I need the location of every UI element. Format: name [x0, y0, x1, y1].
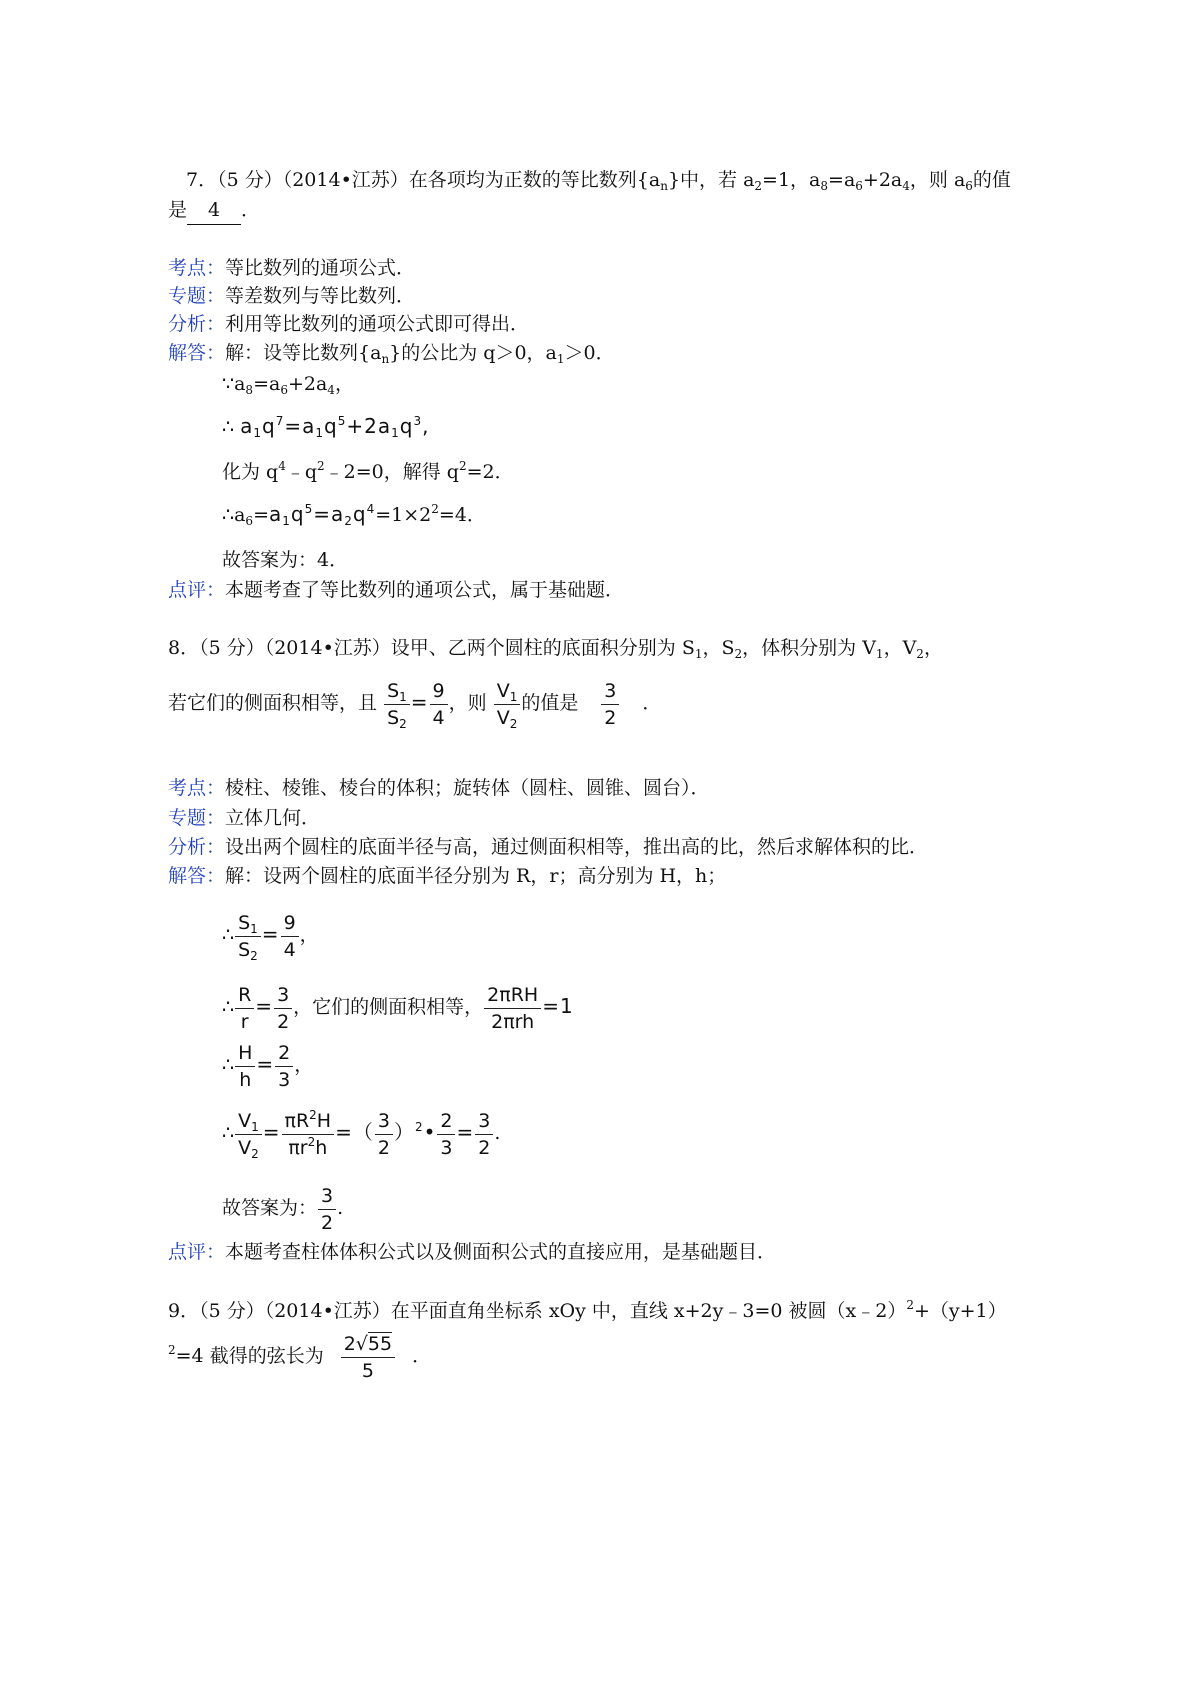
q7-zhuanti: 专题：等差数列与等比数列．	[168, 285, 416, 307]
q7-stem-line2: 是 4 ．	[168, 196, 260, 225]
q7-formula-image-2: $a_1q^5=a_2q^4$	[268, 502, 376, 528]
q7-fenxi: 分析：利用等比数列的通项公式即可得出．	[168, 313, 530, 335]
q8-step1: ∴ $\frac{S_1}{S_2}$ = $\frac{9}{4}$ ，	[222, 911, 319, 963]
q8-answer-blank: $\frac{3}{2}$	[578, 673, 642, 733]
q7-kaodian: 考点：等比数列的通项公式．	[168, 257, 416, 279]
q7-answer-blank: 4	[187, 196, 241, 225]
q8-kaodian: 考点：棱柱、棱锥、棱台的体积；旋转体（圆柱、圆锥、圆台）．	[168, 777, 710, 799]
q7-dianping: 点评：本题考查了等比数列的通项公式，属于基础题．	[168, 579, 625, 601]
q8-jieda: 解答：解：设两个圆柱的底面半径分别为 R，r；高分别为 H，h；	[168, 865, 727, 887]
q9-answer-blank: $\frac{2√55}{5}$	[324, 1326, 412, 1386]
q8-step3: ∴ $\frac{H}{h}$ = $\frac{2}{3}$ ，	[222, 1041, 314, 1091]
q7-step3: 化为 $q^4﹣q^2﹣2=0$，解得 $q^2=2$．	[222, 459, 514, 483]
fraction-v1-v2: $\frac{V_1}{V_2}$	[494, 678, 521, 731]
q7-jieda: 解答：解：设等比数列$\{a_n\}$的公比为 q＞0，$a_1>0$．	[168, 342, 615, 366]
q8-zhuanti: 专题：立体几何．	[168, 807, 321, 829]
q7-step1: $\because a_8=a_6+2a_4$，	[222, 373, 354, 397]
q8-final: 故答案为： $\frac{3}{2}$ .	[222, 1184, 344, 1234]
fraction-9-4: $\frac{9}{4}$	[430, 678, 448, 731]
q9-stem-line2: $^2$=4 截得的弦长为 $\frac{2√55}{5}$ ．	[168, 1326, 431, 1386]
q7-formula-image: $a_1q^7=a_1q^5+2a_1q^3$,	[240, 414, 430, 440]
q7-step2: ∴ $a_1q^7=a_1q^5+2a_1q^3$,	[222, 414, 430, 440]
q7-stem-line1: 7．（5 分）（2014•江苏）在各项均为正数的等比数列$\{a_n\}$中，若 $a_2=1$，$a_8=a_6+2a_4$，则 $a_6$的值	[186, 169, 1011, 193]
q7-step4: $\therefore a_6=a_1q^5=a_2q^4=1\times 2^2=4$．	[222, 502, 486, 528]
q8-stem-line2: 若它们的侧面积相等，且 $\frac{S_1}{S_2}$ = $\frac{9}{4}$ ，则 $\frac{V_1}{V_2}$ 的值是 $\frac{3}{2}$ ．	[168, 672, 661, 733]
q8-fenxi: 分析：设出两个圆柱的底面半径与高，通过侧面积相等，推出高的比，然后求解体积的比．	[168, 836, 929, 858]
q8-step4: ∴ $\frac{V_1}{V_2}$ = $\frac{\pi R^2H}{\pi r^2h}$ =（ $\frac{3}{2}$ ）$^2$• $\frac{2}{3}$ = $\frac{3}{2}$ .	[222, 1107, 501, 1161]
q8-stem-line1: 8．（5 分）（2014•江苏）设甲、乙两个圆柱的底面积分别为 $S_1$，$S_2$，体积分别为 $V_1$，$V_2$，	[168, 637, 943, 661]
q8-dianping: 点评：本题考查柱体体积公式以及侧面积公式的直接应用，是基础题目．	[168, 1241, 777, 1263]
q7-final: 故答案为：4．	[222, 549, 349, 571]
fraction-s1-s2: $\frac{S_1}{S_2}$	[384, 678, 410, 731]
q9-stem-line1: 9．（5 分）（2014•江苏）在平面直角坐标系 xOy 中，直线 x+2y﹣3=0 被圆（x﹣2）$^2$+（y+1）	[168, 1298, 1007, 1322]
q8-step2: ∴ $\frac{R}{r}$ = $\frac{3}{2}$ ，它们的侧面积相等， $\frac{\text{2πRH}}{\text{2πrh}}$ =1	[222, 983, 574, 1033]
